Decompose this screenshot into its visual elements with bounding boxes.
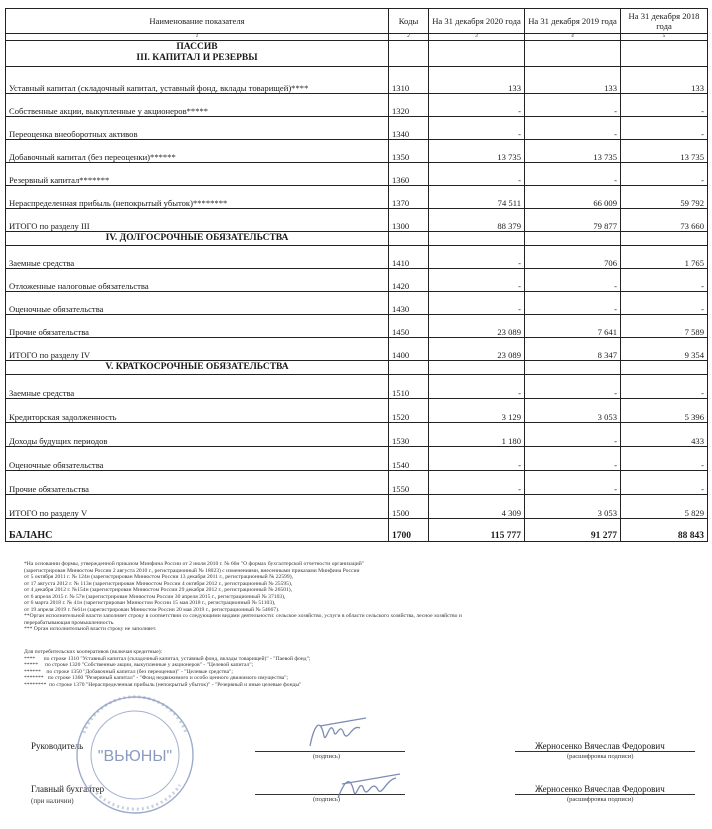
- header-2018: На 31 декабря 2018 года: [621, 9, 708, 34]
- row-name: Оценочные обязательства: [6, 447, 389, 471]
- section-5-title: V. КРАТКОСРОЧНЫЕ ОБЯЗАТЕЛЬСТВА: [6, 361, 389, 375]
- row-code: 1550: [389, 471, 429, 495]
- row-value-2019: 3 053: [525, 399, 621, 423]
- row-name: Доходы будущих периодов: [6, 423, 389, 447]
- accountant-decode-caption: (расшифровка подписи): [567, 796, 634, 803]
- head-decode-caption: (расшифровка подписи): [567, 753, 634, 760]
- row-value-2019: -: [525, 471, 621, 495]
- row-value-2020: 74 511: [429, 186, 525, 209]
- row-value-2020: -: [429, 117, 525, 140]
- row-code: 1350: [389, 140, 429, 163]
- table-row: [6, 471, 708, 495]
- row-value-2018: -: [621, 471, 708, 495]
- footnotes: [24, 561, 704, 633]
- index-row: [6, 34, 708, 41]
- row-value-2019: -: [525, 163, 621, 186]
- row-value-2018: -: [621, 375, 708, 399]
- company-seal: [60, 693, 210, 823]
- row-value-2019: -: [525, 375, 621, 399]
- table-row: [6, 399, 708, 423]
- section-row: [6, 361, 708, 375]
- table-row: [6, 117, 708, 140]
- row-code: 1530: [389, 423, 429, 447]
- row-value-2020: 23 089: [429, 315, 525, 338]
- table-row: [6, 209, 708, 232]
- header-2019: На 31 декабря 2019 года: [525, 9, 621, 34]
- table-row: [6, 495, 708, 519]
- row-value-2018: -: [621, 117, 708, 140]
- index-cell: 2: [389, 34, 429, 41]
- footnote-line: **Орган исполнительной власти заполняет строку в соответствии со следующими видами деятельности: сельское хозяйство, услуги в области сельского хозяйства, лесное хозяйство и: [24, 613, 462, 619]
- table-row: [6, 315, 708, 338]
- row-value-2018: 59 792: [621, 186, 708, 209]
- seal-text: "ВЬЮНЫ": [97, 748, 173, 765]
- table-row: [6, 423, 708, 447]
- row-code: 1310: [389, 67, 429, 94]
- table-row: [6, 67, 708, 94]
- legend-line: Для потребительских кооперативов (включая кредитные):: [24, 649, 163, 655]
- row-name: Оценочные обязательства: [6, 292, 389, 315]
- row-value-2019: -: [525, 447, 621, 471]
- section-4-title: IV. ДОЛГОСРОЧНЫЕ ОБЯЗАТЕЛЬСТВА: [6, 232, 389, 246]
- row-name: Отложенные налоговые обязательства: [6, 269, 389, 292]
- row-name: Прочие обязательства: [6, 315, 389, 338]
- row-value-2019: 8 347: [525, 338, 621, 361]
- legend-line: ****** по строке 1350 "Добавочный капитал (без переоценки)" - "Целевые средства";: [24, 668, 233, 675]
- legend-line: ******** по строке 1370 "Нераспределенная прибыль (непокрытый убыток)" - "Резервный и иные целевые фонды": [24, 681, 302, 688]
- section-title: [6, 41, 389, 67]
- row-code: 1540: [389, 447, 429, 471]
- row-name: Резервный капитал*******: [6, 163, 389, 186]
- row-code: 1500: [389, 495, 429, 519]
- row-value-2019: 79 877: [525, 209, 621, 232]
- row-name: Собственные акции, выкупленные у акционеров*****: [6, 94, 389, 117]
- row-code: 1320: [389, 94, 429, 117]
- row-code: 1450: [389, 315, 429, 338]
- row-value-2018: 5 396: [621, 399, 708, 423]
- row-value-2020: -: [429, 94, 525, 117]
- row-code: 1300: [389, 209, 429, 232]
- row-code: 1430: [389, 292, 429, 315]
- footnote-line: *** Орган исполнительной власти строку не заполняет.: [24, 626, 157, 632]
- table-row: [6, 94, 708, 117]
- table-row: [6, 375, 708, 399]
- row-value-2020: 4 309: [429, 495, 525, 519]
- table-row: [6, 292, 708, 315]
- row-value-2020: -: [429, 292, 525, 315]
- row-name: ИТОГО по разделу IV: [6, 338, 389, 361]
- footnote-line: от 6 марта 2018 г. № 41н (зарегистрирован Минюстом России 15 мая 2018 г., регистрационный № 51103),: [24, 600, 276, 606]
- row-value-2020: 115 777: [429, 519, 525, 542]
- row-value-2019: -: [525, 423, 621, 447]
- row-value-2020: -: [429, 471, 525, 495]
- accountant-label: Главный бухгалтер: [31, 784, 105, 794]
- row-name: Заемные средства: [6, 246, 389, 269]
- index-cell: 4: [525, 34, 621, 41]
- row-value-2019: 66 009: [525, 186, 621, 209]
- table-row: [6, 447, 708, 471]
- row-value-2018: -: [621, 94, 708, 117]
- row-name: Прочие обязательства: [6, 471, 389, 495]
- row-code: 1420: [389, 269, 429, 292]
- table-row: [6, 269, 708, 292]
- row-code: 1340: [389, 117, 429, 140]
- row-value-2018: 1 765: [621, 246, 708, 269]
- row-value-2019: -: [525, 94, 621, 117]
- row-name: БАЛАНС: [6, 519, 389, 542]
- row-value-2018: 5 829: [621, 495, 708, 519]
- row-value-2018: -: [621, 163, 708, 186]
- header-2020: На 31 декабря 2020 года: [429, 9, 525, 34]
- row-name: Добавочный капитал (без переоценки)******: [6, 140, 389, 163]
- footnote-line: от 5 октября 2011 г. № 124н (зарегистрирован Минюстом России 13 декабря 2011 г., регистрационный № 22599),: [24, 574, 293, 580]
- row-value-2020: -: [429, 246, 525, 269]
- legend-line: **** по строке 1310 "Уставный капитал (складочный капитал, уставный фонд, вклады товарищей)" - "Паевой фонд";: [24, 655, 311, 662]
- row-code: 1520: [389, 399, 429, 423]
- row-value-2018: 73 660: [621, 209, 708, 232]
- table-row: [6, 140, 708, 163]
- index-cell: 5: [621, 34, 708, 41]
- accountant-decode-line: [515, 794, 695, 795]
- row-code: 1360: [389, 163, 429, 186]
- row-value-2018: 133: [621, 67, 708, 94]
- index-cell: 3: [429, 34, 525, 41]
- head-sign-caption: (подпись): [313, 753, 340, 760]
- row-value-2019: 13 735: [525, 140, 621, 163]
- row-value-2019: 91 277: [525, 519, 621, 542]
- row-code: 1410: [389, 246, 429, 269]
- row-value-2020: 1 180: [429, 423, 525, 447]
- legend-line: ***** по строке 1320 "Собственные акции, выкупленные у акционеров" - "Целевой капитал";: [24, 662, 254, 669]
- footnote-line: от 4 декабря 2012 г. №154н (зарегистрирован Минюстом России 29 декабря 2012 г., регистрационный № 26501),: [24, 587, 293, 593]
- row-value-2019: -: [525, 292, 621, 315]
- accountant-name: Жерносенко Вячеслав Федорович: [535, 784, 665, 794]
- section-row: [6, 41, 708, 67]
- header-code: Коды: [389, 9, 429, 34]
- accountant-sign-caption: (подпись): [313, 796, 340, 803]
- row-value-2020: 3 129: [429, 399, 525, 423]
- section-row: [6, 232, 708, 246]
- head-decode-line: [515, 751, 695, 752]
- row-name: Заемные средства: [6, 375, 389, 399]
- footnote-line: от 19 апреля 2019 г. №61н (зарегистрирован Минюстом России 20 мая 2019 г., регистрационный № 54667).: [24, 606, 280, 613]
- index-cell: 1: [6, 34, 389, 41]
- row-value-2020: -: [429, 447, 525, 471]
- table-row: [6, 338, 708, 361]
- row-code: 1400: [389, 338, 429, 361]
- row-value-2019: 133: [525, 67, 621, 94]
- accountant-signature: [330, 760, 410, 810]
- row-value-2019: 3 053: [525, 495, 621, 519]
- row-value-2018: -: [621, 269, 708, 292]
- row-value-2020: -: [429, 163, 525, 186]
- row-value-2019: 706: [525, 246, 621, 269]
- row-code: 1370: [389, 186, 429, 209]
- row-value-2018: 88 843: [621, 519, 708, 542]
- row-value-2018: -: [621, 447, 708, 471]
- row-code: 1700: [389, 519, 429, 542]
- row-value-2020: -: [429, 375, 525, 399]
- table-row: [6, 519, 708, 542]
- header-row: [6, 9, 708, 34]
- row-value-2020: -: [429, 269, 525, 292]
- row-value-2018: -: [621, 292, 708, 315]
- footnote-line: *На основании формы, утвержденной приказом Минфина России от 2 июля 2010 г. № 66н "О формах бухгалтерской отчетности организаций": [24, 561, 365, 567]
- footnote-line: от 17 августа 2012 г. № 113н (зарегистрирован Минюстом России 4 октября 2012 г., регистрационный № 25595),: [24, 580, 293, 587]
- row-value-2020: 133: [429, 67, 525, 94]
- row-value-2019: -: [525, 269, 621, 292]
- row-code: 1510: [389, 375, 429, 399]
- row-value-2019: 7 641: [525, 315, 621, 338]
- head-label: Руководитель: [31, 741, 84, 751]
- footnote-line: перерабатывающая промышленность.: [24, 619, 115, 626]
- row-value-2018: 9 354: [621, 338, 708, 361]
- cooperative-legend: [24, 649, 704, 689]
- row-name: ИТОГО по разделу III: [6, 209, 389, 232]
- head-signature: [300, 706, 380, 756]
- row-value-2018: 13 735: [621, 140, 708, 163]
- row-name: ИТОГО по разделу V: [6, 495, 389, 519]
- legend-line: ******* по строке 1360 "Резервный капитал" - "Фонд недвижимого и особо ценного движимого имущества";: [24, 675, 289, 682]
- row-value-2020: 88 379: [429, 209, 525, 232]
- head-name: Жерносенко Вячеслав Федорович: [535, 741, 665, 751]
- row-name: Уставный капитал (складочный капитал, уставный фонд, вклады товарищей)****: [6, 67, 389, 94]
- header-name: Наименование показателя: [6, 9, 389, 34]
- footnote-line: от 6 апреля 2015 г. № 57н (зарегистрирован Минюстом России 30 апреля 2015 г., регистрационный № 37103),: [24, 593, 286, 600]
- balance-table: [5, 8, 708, 542]
- row-value-2020: 13 735: [429, 140, 525, 163]
- row-value-2019: -: [525, 117, 621, 140]
- table-row: [6, 246, 708, 269]
- passive-title: ПАССИВ: [176, 42, 218, 52]
- footnote-line: (зарегистрирован Минюстом России 2 августа 2010 г., регистрационный № 18023) с изменениями, внесенными приказами Минфина России: [24, 567, 360, 574]
- row-value-2020: 23 089: [429, 338, 525, 361]
- row-name: Кредиторская задолженность: [6, 399, 389, 423]
- row-name: Переоценка внеоборотных активов: [6, 117, 389, 140]
- table-row: [6, 186, 708, 209]
- section-3-title: III. КАПИТАЛ И РЕЗЕРВЫ: [136, 53, 258, 63]
- row-name: Нераспределенная прибыль (непокрытый убыток)********: [6, 186, 389, 209]
- row-value-2018: 7 589: [621, 315, 708, 338]
- accountant-if-any: (при наличии): [31, 797, 74, 805]
- row-value-2018: 433: [621, 423, 708, 447]
- table-row: [6, 163, 708, 186]
